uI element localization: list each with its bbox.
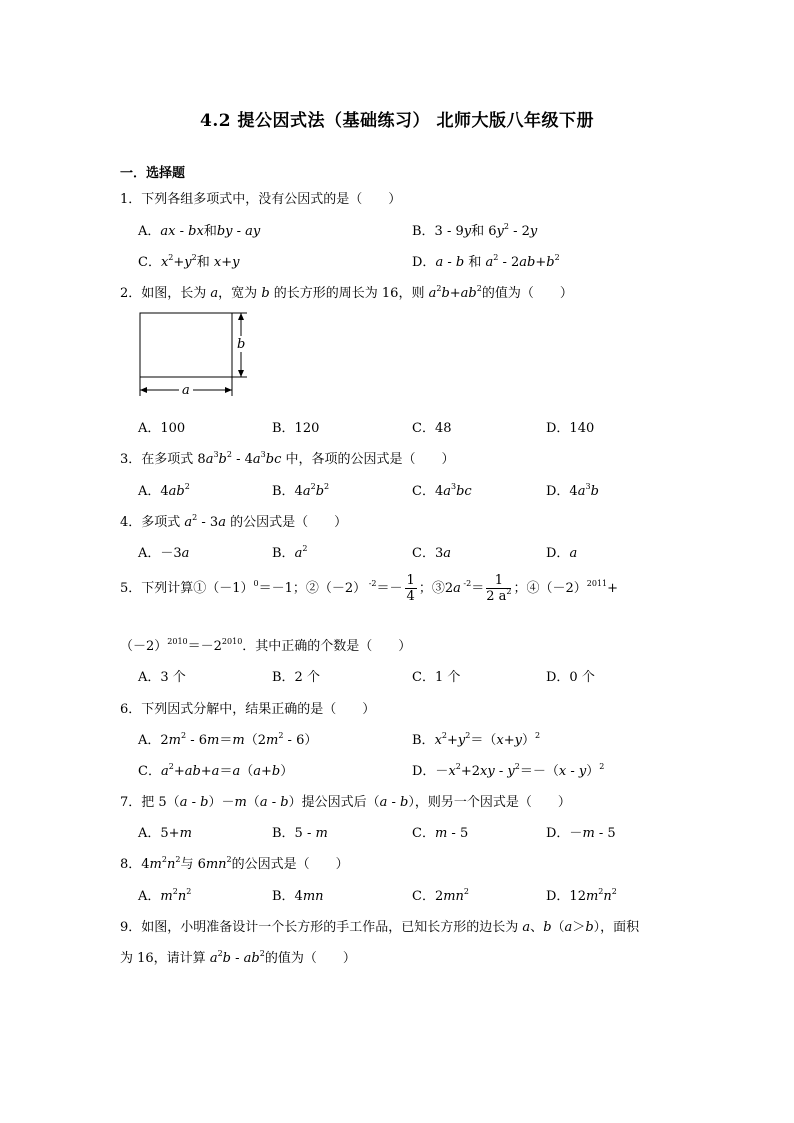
question-7-stem: 7．把 5（a - b）－m（a - b）提公因式后（a - b），则另一个因式是（ ）: [120, 795, 571, 810]
question-3-stem: 3．在多项式 $8a^3b^2 - 4a^3bc$ 中，各项的公因式是（ ）: [120, 450, 455, 467]
question-1-option-a[interactable]: A．ax - bx和by - ay: [138, 224, 261, 239]
rectangle-figure: [135, 306, 255, 398]
question-2-option-a[interactable]: A．100: [138, 421, 186, 436]
question-2-option-b[interactable]: B．120: [272, 421, 320, 436]
question-7-option-b[interactable]: B．5 - m: [272, 826, 328, 841]
question-6-option-d[interactable]: D．$-x^2+2xy - y^2=-(x - y)^2$: [412, 762, 605, 779]
question-4-stem: 4．多项式 $a^2 - 3a$ 的公因式是（ ）: [120, 513, 348, 530]
question-5-option-a[interactable]: A．3 个: [138, 670, 186, 685]
section-heading: 一．选择题: [120, 166, 186, 181]
question-2-option-c[interactable]: C．48: [412, 421, 452, 436]
figure-label-a: a: [182, 383, 190, 398]
question-8-option-a[interactable]: A．$m^2n^2$: [138, 887, 192, 904]
question-1-option-d[interactable]: D．a - b 和 $a^2 - 2ab+b^2$: [412, 253, 560, 270]
rectangle-shape: [140, 313, 232, 377]
question-4-option-d[interactable]: D．a: [546, 546, 578, 561]
question-4-option-b[interactable]: B．$a^2$: [272, 544, 308, 561]
question-5-stem-line-1: 5．下列计算$①(-1)^0=-1$；②（－2） $^{-2}$＝－ $\frac{1}{4}$ ；③2a $^{-2}$＝ $\frac{1}{2 a^2}$ ；$④(-2)^{2011}+$: [120, 573, 619, 604]
figure-label-b: b: [237, 337, 246, 352]
question-7-option-a[interactable]: A．5+m: [138, 826, 192, 841]
fraction-one-over-2a-squared: $\frac{1}{2 a^2}$: [486, 573, 512, 604]
question-8-option-c[interactable]: C．$2mn^2$: [412, 887, 470, 904]
question-1-stem: 1．下列各组多项式中，没有公因式的是（ ）: [120, 192, 402, 207]
question-3-option-d[interactable]: D．$4a^3b$: [546, 482, 599, 499]
question-2-stem: 2．如图，长为 a，宽为 b 的长方形的周长为 16，则 $a^2b+ab^2$的值为（ ）: [120, 284, 573, 301]
fraction-one-quarter: $\frac{1}{4}$: [406, 573, 415, 604]
question-2-option-d[interactable]: D．140: [546, 421, 595, 436]
question-5-option-c[interactable]: C．1 个: [412, 670, 461, 685]
question-8-option-d[interactable]: D．$12m^2n^2$: [546, 887, 617, 904]
question-3-option-c[interactable]: C．$4a^3bc$: [412, 482, 472, 499]
question-5-stem-line-2: $(-2)^{2010}=-2^{2010}$．其中正确的个数是（ ）: [120, 637, 412, 654]
question-6-option-c[interactable]: C．$a^2+ab+a=a(a+b)$: [138, 762, 294, 779]
question-7-option-c[interactable]: C．m - 5: [412, 826, 469, 841]
question-1-option-c[interactable]: C．$x^2+y^2$和 x+y: [138, 253, 240, 270]
question-5-option-b[interactable]: B．2 个: [272, 670, 320, 685]
page-title: 4.2 提公因式法（基础练习） 北师大版八年级下册: [200, 111, 594, 131]
question-6-option-a[interactable]: A．$2m^2 - 6m=m(2m^2 - 6)$: [138, 731, 318, 748]
question-9-stem-line-1: 9．如图，小明准备设计一个长方形的手工作品，已知长方形的边长为 a、b（a＞b），面积: [120, 920, 640, 935]
question-3-option-b[interactable]: B．$4a^2b^2$: [272, 482, 330, 499]
question-1-option-b[interactable]: B．3 - 9y和 $6y^2 - 2y$: [412, 222, 538, 239]
question-6-option-b[interactable]: B．$x^2+y^2=(x+y)^2$: [412, 731, 541, 748]
question-3-option-a[interactable]: A．$4ab^2$: [138, 482, 190, 499]
question-8-option-b[interactable]: B．4mn: [272, 889, 324, 904]
question-7-option-d[interactable]: D．－m - 5: [546, 826, 616, 841]
question-9-stem-line-2: 为 16，请计算 $a^2b - ab^2$的值为（ ）: [120, 949, 356, 966]
question-4-option-a[interactable]: A．－3a: [138, 546, 190, 561]
question-8-stem: 8．$4m^2n^2$与 $6mn^2$的公因式是（ ）: [120, 855, 349, 872]
question-6-stem: 6．下列因式分解中，结果正确的是（ ）: [120, 702, 376, 717]
question-5-option-d[interactable]: D．0 个: [546, 670, 595, 685]
question-4-option-c[interactable]: C．3a: [412, 546, 451, 561]
